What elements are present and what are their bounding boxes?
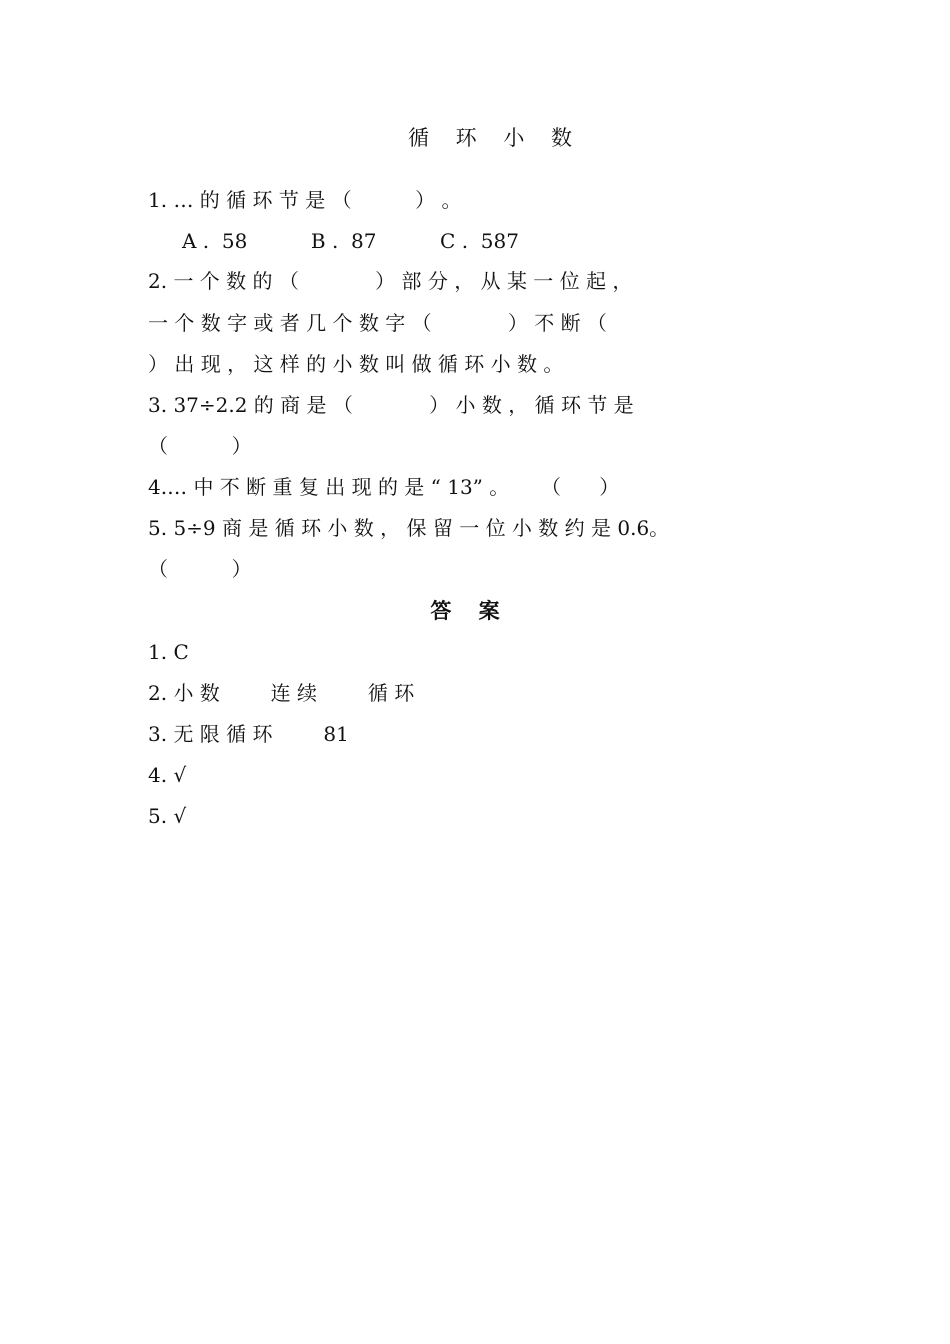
question-3-line-1: 3. 37÷2.2 的 商 是 （ ） 小 数 ， 循 环 节 是 — [148, 393, 634, 417]
question-2-line-3: ） 出 现 ， 这 样 的 小 数 叫 做 循 环 小 数 。 — [148, 352, 564, 376]
question-5-line-2: （ ） — [148, 557, 252, 581]
answer-item: 3. 无 限 循 环 81 — [148, 722, 349, 746]
page-title: 循 环 小 数 — [407, 126, 583, 150]
question-2-line-1: 2. 一 个 数 的 （ ） 部 分 ， 从 某 一 位 起 ， — [148, 269, 633, 293]
question-5-line-1: 5. 5÷9 商 是 循 环 小 数 ， 保 留 一 位 小 数 约 是 0.6。 — [148, 516, 670, 540]
answer-item: 4. √ — [148, 763, 187, 787]
question-2-line-2: 一 个 数 字 或 者 几 个 数 字 （ ） 不 断 （ — [148, 311, 607, 335]
answer-item: 1. C — [148, 640, 189, 664]
answer-item: 2. 小 数 连 续 循 环 — [148, 681, 415, 705]
answers-heading: 答 案 — [430, 599, 510, 623]
question-1: 1. … 的 循 环 节 是 （ ） 。 — [148, 188, 462, 212]
answer-item: 5. √ — [148, 804, 187, 828]
question-4: 4.… 中 不 断 重 复 出 现 的 是 “ 13” 。 （ ） — [148, 475, 620, 499]
question-3-line-2: （ ） — [148, 434, 252, 458]
question-1-options: A . 58 B . 87 C . 587 — [182, 229, 519, 253]
